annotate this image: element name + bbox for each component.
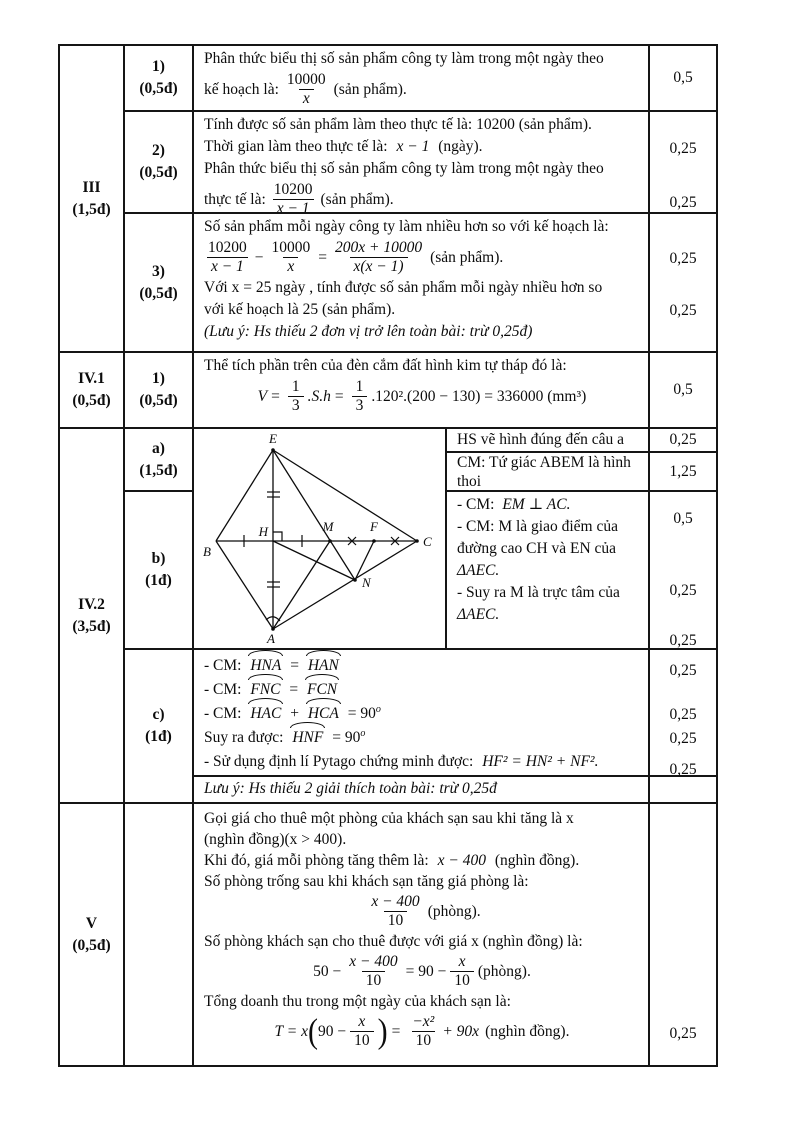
formula-line <box>204 1012 640 1051</box>
points-cell <box>650 777 716 802</box>
row-iv2-c <box>194 650 716 777</box>
content-line: - CM: M là giao điểm của <box>457 518 618 535</box>
content-line: (nghìn đồng)(x > 400). <box>204 831 347 848</box>
fraction-denominator: x − 1 <box>273 199 314 212</box>
fraction-denominator: 10 <box>384 911 408 930</box>
points-value: 0,25 <box>669 706 697 723</box>
content-text: (phòng). <box>477 963 531 980</box>
fraction-denominator: x(x − 1) <box>350 257 408 276</box>
answer-content <box>194 650 650 775</box>
content-line: ΔAEC. <box>457 562 500 579</box>
content-line: - Suy ra M là trực tâm của <box>457 584 620 601</box>
fraction <box>450 953 474 990</box>
vertex-label-H: H <box>258 524 268 539</box>
content-text: (nghìn đồng). <box>485 1023 570 1040</box>
points-value: 0,5 <box>673 69 693 86</box>
content-text: Suy ra được: <box>204 729 284 746</box>
sub-question-cell-a <box>125 429 192 492</box>
math-operator: = <box>290 657 299 674</box>
fraction <box>345 953 401 990</box>
math-inline: T = x <box>274 1023 308 1040</box>
content-line: Số sản phẩm mỗi ngày công ty làm nhiều hơn so với kế hoạch là: <box>204 218 609 235</box>
math-operator: − <box>254 248 264 266</box>
points-value: 0,25 <box>669 730 697 747</box>
content-line: Số phòng trống sau khi khách sạn tăng giá phòng là: <box>204 873 529 890</box>
question-points: (3,5đ) <box>72 617 111 635</box>
row-iv2-a1 <box>447 429 716 453</box>
vertex-label-A: A <box>267 631 275 646</box>
vertex-label-N: N <box>362 575 371 590</box>
sub-question-points: (0,5đ) <box>139 284 178 302</box>
content-text: (sản phẩm). <box>320 190 394 208</box>
content-line: Gọi giá cho thuê một phòng của khách sạn sau khi tăng là x <box>204 810 574 827</box>
fraction <box>288 378 304 415</box>
sub-question-number: 2) <box>152 142 165 159</box>
formula-line <box>204 952 640 991</box>
angle-notation: HNA <box>248 654 283 678</box>
content-line <box>204 750 640 774</box>
answer-content <box>194 777 650 802</box>
answer-content <box>194 112 650 212</box>
row-iv2-b <box>447 492 716 652</box>
math-inline: x − 400 <box>437 852 486 869</box>
math-inline: = 90 <box>332 729 361 746</box>
points-value: 0,25 <box>669 431 697 448</box>
degree-superscript: o <box>375 703 381 715</box>
content-line: CM: Tứ giác ABEM là hình <box>457 454 631 471</box>
content-text: (sản phẩm). <box>430 248 504 266</box>
sub-question-points: (1,5đ) <box>139 461 178 479</box>
geometry-diagram-cell <box>194 429 447 648</box>
sub-question-cell <box>125 46 194 110</box>
angle-notation: HAC <box>248 702 283 726</box>
fraction-numerator: x − 400 <box>349 953 398 970</box>
angle-notation: HCA <box>306 702 341 726</box>
question-points: (0,5đ) <box>72 392 111 409</box>
content-text: (phòng). <box>427 903 481 920</box>
answer-content <box>194 353 650 427</box>
question-cell-iv2 <box>60 429 125 802</box>
math-operator: + <box>290 705 299 722</box>
points-cell <box>650 453 716 490</box>
fraction-numerator: 1 <box>291 378 300 395</box>
content-text: - CM: <box>204 657 242 674</box>
fraction-numerator: 200x + 10000 <box>335 239 423 256</box>
math-inline: = 90 <box>347 705 376 722</box>
content-line: với kế hoạch là 25 (sản phẩm). <box>204 301 396 318</box>
fraction <box>268 239 315 276</box>
row-iv2-a2 <box>447 453 716 492</box>
fraction <box>408 1013 438 1050</box>
sub-question-points: (0,5đ) <box>139 80 178 97</box>
angle-notation: HAN <box>306 654 341 678</box>
sub-question-number: c) <box>152 706 165 723</box>
fraction-denominator: 10 <box>362 971 386 990</box>
fraction-numerator: 10200 <box>208 239 247 256</box>
points-value: 0,5 <box>673 510 693 527</box>
question-number: III <box>82 178 101 196</box>
content-text: (nghìn đồng). <box>494 852 580 869</box>
angle-notation: FCN <box>305 678 339 702</box>
vertex-label-F: F <box>370 519 378 534</box>
points-value: 0,25 <box>669 194 697 211</box>
sub-question-points: (0,5đ) <box>139 392 178 409</box>
sub-question-cell <box>125 353 194 427</box>
formula-line <box>204 70 640 109</box>
math-inline: .S.h <box>307 387 331 405</box>
fraction-numerator: x <box>358 1013 366 1030</box>
math-operator: = <box>271 387 280 405</box>
answer-content <box>447 492 650 652</box>
math-inline: EM ⊥ AC. <box>502 496 571 513</box>
answer-content <box>194 804 650 1065</box>
question-cell-iv1 <box>60 353 125 427</box>
content-line: ΔAEC. <box>457 606 500 623</box>
sub-question-points: (1đ) <box>145 572 172 589</box>
math-operator: = <box>334 387 344 405</box>
content-line <box>457 494 640 516</box>
fraction-numerator: −x² <box>412 1013 435 1030</box>
geometry-diagram <box>194 429 445 648</box>
answer-content <box>447 453 650 490</box>
points-value: 0,25 <box>669 250 697 267</box>
sub-question-number: 1) <box>152 58 165 75</box>
fraction-numerator: 10000 <box>271 239 311 256</box>
row-iii-1 <box>125 46 716 112</box>
fraction <box>331 239 426 276</box>
content-text: thực tế là: <box>204 190 266 208</box>
math-inline: .120².(200 − 130) = 336000 (mm³) <box>371 387 587 405</box>
content-line: Số phòng khách sạn cho thuê được với giá x (nghìn đồng) là: <box>204 933 583 950</box>
vertex-label-M: M <box>322 519 334 534</box>
section-iii <box>60 46 716 353</box>
content-line: Với x = 25 ngày , tính được số sản phẩm mỗi ngày nhiều hơn so <box>204 279 603 296</box>
answer-content <box>194 214 650 351</box>
content-text: - Sử dụng định lí Pytago chứng minh được: <box>204 753 474 770</box>
points-value: 0,25 <box>669 582 697 599</box>
sub-question-cell <box>125 112 194 212</box>
points-cell <box>650 492 716 652</box>
content-line: thoi <box>457 473 482 490</box>
fraction-denominator: 3 <box>352 396 368 415</box>
content-line <box>204 726 640 750</box>
math-operator: = <box>391 1023 401 1040</box>
fraction-denominator: x <box>283 257 298 276</box>
fraction-numerator: 10000 <box>286 71 326 88</box>
row-iv2-note <box>194 777 716 802</box>
angle-notation: FNC <box>248 678 282 702</box>
content-text: (ngày). <box>438 138 483 155</box>
fraction <box>367 893 423 930</box>
math-inline: + 90x <box>442 1023 480 1040</box>
content-line: Thể tích phần trên của đèn cắm đất hình kim tự tháp đó là: <box>204 357 567 374</box>
points-value: 0,25 <box>669 662 697 679</box>
row-iv1 <box>125 353 716 427</box>
formula-line <box>204 180 640 212</box>
math-operator: = <box>289 681 299 698</box>
points-value: 1,25 <box>669 462 697 480</box>
fraction <box>283 71 330 108</box>
fraction <box>352 378 368 415</box>
section-iv2-body <box>194 429 716 802</box>
points-cell <box>650 429 716 451</box>
math-operator: = <box>318 248 327 266</box>
section-iv2 <box>60 429 716 804</box>
content-text: - CM: <box>204 681 242 698</box>
points-value: 0,25 <box>669 1025 697 1042</box>
section-iii-body <box>125 46 716 351</box>
content-text: Thời gian làm theo thực tế là: <box>204 138 388 155</box>
content-line: HS vẽ hình đúng đến câu a <box>457 431 625 448</box>
points-cell <box>650 214 716 351</box>
section-v <box>60 804 716 1065</box>
content-text: - CM: <box>457 496 495 513</box>
question-points: (0,5đ) <box>72 936 111 954</box>
question-points: (1,5đ) <box>72 200 111 218</box>
fraction <box>270 181 317 212</box>
fraction-denominator: 10 <box>412 1031 436 1050</box>
content-line <box>204 136 640 158</box>
question-number: IV.2 <box>78 595 105 613</box>
fraction-denominator: 10 <box>450 971 474 990</box>
question-cell-iii <box>60 46 125 351</box>
answer-content <box>194 46 650 110</box>
math-inline: 50 − <box>313 963 342 980</box>
fraction-denominator: x − 1 <box>207 257 248 276</box>
content-text: - CM: <box>204 705 242 722</box>
content-line: Phân thức biểu thị số sản phẩm công ty làm trong một ngày theo <box>204 160 604 177</box>
fraction-numerator: x <box>458 953 466 970</box>
fraction <box>204 239 251 276</box>
content-line: Tính được số sản phẩm làm theo thực tế là: 10200 (sản phẩm). <box>204 116 592 133</box>
fraction-denominator: 3 <box>288 396 304 415</box>
points-cell <box>650 804 716 1065</box>
vertex-label-B: B <box>203 544 211 559</box>
formula-line <box>204 892 640 931</box>
answer-content <box>447 429 650 451</box>
question-number: V <box>85 914 98 932</box>
section-iv1 <box>60 353 716 429</box>
degree-superscript: o <box>360 727 366 739</box>
sub-question-cell-c <box>125 650 192 802</box>
math-inline: x − 1 <box>396 138 430 155</box>
points-cell <box>650 112 716 212</box>
sub-question-points: (0,5đ) <box>139 164 178 181</box>
sub-question-strip <box>125 429 194 802</box>
fraction <box>350 1013 374 1050</box>
sub-question-number: b) <box>151 550 166 567</box>
formula-line <box>204 377 640 416</box>
note-line: Lưu ý: Hs thiếu 2 giải thích toàn bài: trừ 0,25đ <box>204 780 497 797</box>
math-inline: = 90 − <box>405 963 447 980</box>
row-iii-2 <box>125 112 716 214</box>
points-value: 0,25 <box>669 761 697 778</box>
section-v-body <box>125 804 716 1065</box>
math-inline: 90 − <box>317 1023 347 1040</box>
content-line: Phân thức biểu thị số sản phẩm công ty làm trong một ngày theo <box>204 50 604 67</box>
sub-question-cell <box>125 214 194 351</box>
sub-question-cell-empty <box>125 804 194 1065</box>
row-iii-3 <box>125 214 716 351</box>
big-paren-close: ) <box>377 1011 388 1050</box>
big-paren-open: ( <box>307 1011 318 1050</box>
points-value: 0,25 <box>669 632 697 649</box>
points-value: 0,25 <box>669 302 697 319</box>
angle-notation: HNF <box>290 726 325 750</box>
question-cell-v <box>60 804 125 1065</box>
content-text: (sản phẩm). <box>333 80 407 98</box>
question-number: IV.1 <box>78 370 105 387</box>
points-value: 0,25 <box>669 140 697 157</box>
points-cell <box>650 650 716 778</box>
fraction-numerator: x − 400 <box>371 893 420 910</box>
math-inline: V <box>257 387 268 405</box>
iv2-upper <box>194 429 716 650</box>
vertex-label-C: C <box>423 534 432 549</box>
fraction-numerator: 1 <box>355 378 364 395</box>
section-iv1-body <box>125 353 716 427</box>
math-inline: HF² = HN² + NF². <box>482 753 599 770</box>
content-line: đường cao CH và EN của <box>457 540 617 557</box>
content-line <box>204 702 640 726</box>
note-line: (Lưu ý: Hs thiếu 2 đơn vị trở lên toàn bài: trừ 0,25đ) <box>204 323 533 340</box>
sub-question-points: (1đ) <box>145 728 172 745</box>
sub-question-number: 3) <box>152 262 165 280</box>
iv2-right-column <box>447 429 716 648</box>
content-line: Tổng doanh thu trong một ngày của khách sạn là: <box>204 993 511 1010</box>
sub-question-cell-b <box>125 492 192 650</box>
vertex-label-E: E <box>269 431 277 446</box>
sub-question-number: 1) <box>152 370 165 387</box>
points-value: 0,5 <box>673 381 693 398</box>
content-text: kế hoạch là: <box>204 80 279 98</box>
row-v <box>125 804 716 1065</box>
points-cell <box>650 353 716 427</box>
fraction-denominator: 10 <box>350 1031 374 1050</box>
formula-line <box>204 238 640 277</box>
fraction-numerator: 10200 <box>273 181 313 198</box>
sub-question-number: a) <box>152 439 165 457</box>
fraction-denominator: x <box>299 89 314 108</box>
content-text: Khi đó, giá mỗi phòng tăng thêm là: <box>204 852 429 869</box>
grading-rubric-table <box>58 44 718 1067</box>
points-cell <box>650 46 716 110</box>
content-line <box>204 850 640 871</box>
